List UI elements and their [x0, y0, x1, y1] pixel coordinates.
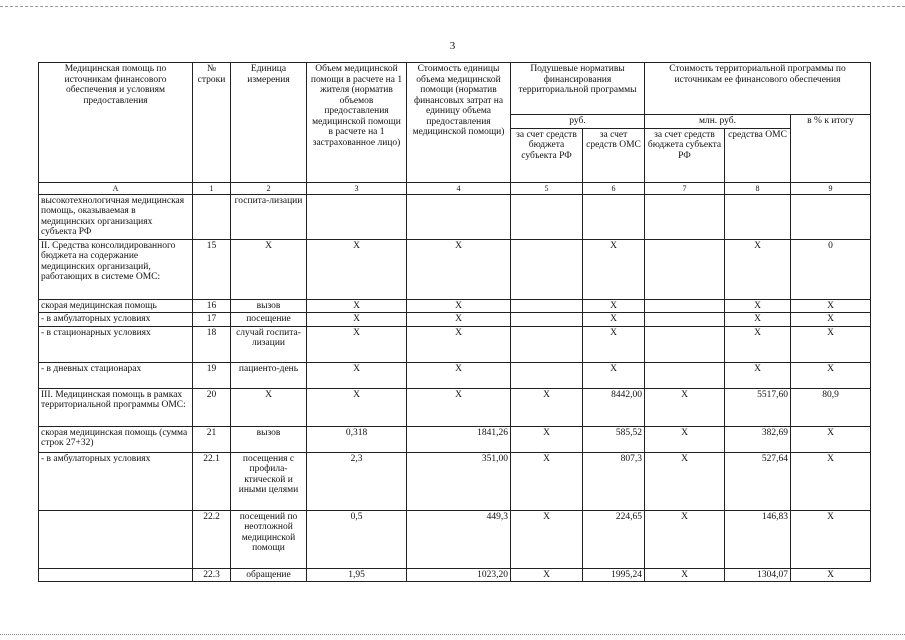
header-program-cost: Стоимость территориальной программы по источникам ее финансового обеспечения: [645, 63, 871, 115]
row-label: скорая медицинская помощь: [39, 299, 193, 313]
table-row: [39, 299, 871, 313]
cell-budget-mln: Х: [645, 510, 725, 568]
cell-pct-total: Х: [791, 299, 871, 313]
row-label: - в амбулаторных условиях: [39, 313, 193, 327]
cell-oms-rub: 585,52: [583, 426, 645, 452]
row-label: - в стационарных условиях: [39, 326, 193, 362]
row-number: 20: [193, 388, 231, 426]
cell-oms-rub: Х: [583, 313, 645, 327]
cell-unit-cost: Х: [407, 313, 511, 327]
column-numbers-row: [39, 182, 871, 194]
scan-edge-bottom: [0, 634, 905, 635]
cell-oms-rub: Х: [583, 299, 645, 313]
header-medical-care: Медицинская помощь по источникам финансового обеспечения и условиям предоставления: [39, 63, 193, 183]
cell-budget-mln: [645, 362, 725, 388]
col-number: 7: [645, 182, 725, 194]
cell-pct-total: 0: [791, 239, 871, 299]
cell-budget-mln: Х: [645, 452, 725, 510]
cell-unit-cost: Х: [407, 362, 511, 388]
cell-volume: Х: [307, 299, 407, 313]
cell-budget-mln: Х: [645, 388, 725, 426]
cell-oms-rub: 8442,00: [583, 388, 645, 426]
table-row: [39, 568, 871, 582]
cell-oms-mln: 382,69: [725, 426, 791, 452]
cell-oms-mln: Х: [725, 313, 791, 327]
table-row: [39, 388, 871, 426]
cell-unit-cost: 351,00: [407, 452, 511, 510]
row-unit: вызов: [231, 426, 307, 452]
table-row: [39, 194, 871, 239]
cell-pct-total: Х: [791, 313, 871, 327]
cell-budget-rub: [511, 299, 583, 313]
row-number: 19: [193, 362, 231, 388]
cell-budget-mln: [645, 299, 725, 313]
cell-unit-cost: 1023,20: [407, 568, 511, 582]
row-number: 17: [193, 313, 231, 327]
cell-budget-rub: [511, 313, 583, 327]
table-row: [39, 326, 871, 362]
cell-oms-mln: Х: [725, 239, 791, 299]
row-label: высокотехнологичная медицинская помощь, оказываемая в медицинских организациях субъекта РФ: [39, 194, 193, 239]
cell-budget-rub: [511, 194, 583, 239]
header-budget-rub: за счет средств бюджета субъекта РФ: [511, 128, 583, 182]
cell-pct-total: Х: [791, 326, 871, 362]
cell-oms-rub: Х: [583, 362, 645, 388]
cell-oms-mln: 527,64: [725, 452, 791, 510]
cell-volume: Х: [307, 239, 407, 299]
col-number: 4: [407, 182, 511, 194]
row-number: 21: [193, 426, 231, 452]
cell-oms-rub: 224,65: [583, 510, 645, 568]
cell-oms-mln: 146,83: [725, 510, 791, 568]
row-unit: Х: [231, 388, 307, 426]
col-number: 2: [231, 182, 307, 194]
table-row: [39, 510, 871, 568]
row-unit: госпита-лизации: [231, 194, 307, 239]
financing-table: [38, 62, 871, 582]
table-row: [39, 239, 871, 299]
header-oms-mln: средства ОМС: [725, 128, 791, 182]
cell-oms-rub: Х: [583, 239, 645, 299]
scan-edge-top: [0, 6, 905, 7]
col-number: А: [39, 182, 193, 194]
cell-volume: [307, 194, 407, 239]
row-unit: посещение: [231, 313, 307, 327]
cell-oms-rub: 1995,24: [583, 568, 645, 582]
cell-oms-rub: 807,3: [583, 452, 645, 510]
cell-budget-rub: Х: [511, 388, 583, 426]
col-number: 6: [583, 182, 645, 194]
cell-budget-rub: Х: [511, 426, 583, 452]
cell-budget-mln: [645, 239, 725, 299]
cell-pct-total: Х: [791, 426, 871, 452]
cell-budget-mln: Х: [645, 426, 725, 452]
cell-unit-cost: [407, 194, 511, 239]
cell-budget-rub: [511, 239, 583, 299]
cell-unit-cost: Х: [407, 239, 511, 299]
cell-volume: 1,95: [307, 568, 407, 582]
cell-volume: Х: [307, 313, 407, 327]
table-row: [39, 426, 871, 452]
cell-oms-rub: Х: [583, 326, 645, 362]
table-row: [39, 362, 871, 388]
header-unit: Единица измерения: [231, 63, 307, 183]
row-label: [39, 510, 193, 568]
header-budget-mln: за счет средств бюджета субъекта РФ: [645, 128, 725, 182]
cell-pct-total: Х: [791, 452, 871, 510]
cell-oms-mln: 1304,07: [725, 568, 791, 582]
cell-unit-cost: 449,3: [407, 510, 511, 568]
row-number: 22.1: [193, 452, 231, 510]
cell-pct-total: [791, 194, 871, 239]
cell-budget-mln: [645, 194, 725, 239]
table-row: [39, 452, 871, 510]
col-number: 1: [193, 182, 231, 194]
cell-volume: 0,5: [307, 510, 407, 568]
row-label: II. Средства консолидированного бюджета на содержание медицинских организаций, работающих в системе ОМС:: [39, 239, 193, 299]
cell-budget-rub: [511, 326, 583, 362]
cell-budget-mln: Х: [645, 568, 725, 582]
col-number: 3: [307, 182, 407, 194]
row-unit: случай госпита-лизации: [231, 326, 307, 362]
cell-oms-mln: 5517,60: [725, 388, 791, 426]
cell-pct-total: Х: [791, 510, 871, 568]
row-unit: посещений по неотложной медицинской помощи: [231, 510, 307, 568]
header-oms-rub: за счет средств ОМС: [583, 128, 645, 182]
row-unit: вызов: [231, 299, 307, 313]
cell-oms-mln: Х: [725, 299, 791, 313]
row-unit: обращение: [231, 568, 307, 582]
header-pct-total: в % к итогу: [791, 115, 871, 183]
cell-budget-rub: [511, 362, 583, 388]
col-number: 8: [725, 182, 791, 194]
row-label: - в амбулаторных условиях: [39, 452, 193, 510]
cell-budget-rub: Х: [511, 452, 583, 510]
row-number: 16: [193, 299, 231, 313]
cell-budget-rub: Х: [511, 510, 583, 568]
cell-oms-mln: [725, 194, 791, 239]
row-label: [39, 568, 193, 582]
cell-pct-total: 80,9: [791, 388, 871, 426]
row-unit: посещения с профила-ктической и иными целями: [231, 452, 307, 510]
cell-pct-total: Х: [791, 362, 871, 388]
cell-volume: Х: [307, 326, 407, 362]
table-row: [39, 313, 871, 327]
row-number: [193, 194, 231, 239]
cell-oms-rub: [583, 194, 645, 239]
cell-volume: 2,3: [307, 452, 407, 510]
row-number: 15: [193, 239, 231, 299]
row-label: III. Медицинская помощь в рамках территориальной программы ОМС:: [39, 388, 193, 426]
cell-unit-cost: Х: [407, 299, 511, 313]
row-unit: Х: [231, 239, 307, 299]
row-number: 22.3: [193, 568, 231, 582]
cell-oms-mln: Х: [725, 362, 791, 388]
cell-volume: Х: [307, 362, 407, 388]
cell-unit-cost: Х: [407, 326, 511, 362]
row-number: 18: [193, 326, 231, 362]
header-unit-mln: млн. руб.: [645, 115, 791, 129]
col-number: 9: [791, 182, 871, 194]
cell-budget-mln: [645, 326, 725, 362]
col-number: 5: [511, 182, 583, 194]
cell-pct-total: Х: [791, 568, 871, 582]
header-volume: Объем медицинской помощи в расчете на 1 жителя (норматив объемов предоставления медицинской помощи в расчете на 1 застрахованное лицо): [307, 63, 407, 183]
header-row-number: № строки: [193, 63, 231, 183]
cell-unit-cost: 1841,26: [407, 426, 511, 452]
cell-volume: 0,318: [307, 426, 407, 452]
header-unit-cost: Стоимость единицы объема медицинской помощи (норматив финансовых затрат на единицу объема предоставления медицинской помощи): [407, 63, 511, 183]
header-unit-rub: руб.: [511, 115, 645, 129]
cell-unit-cost: Х: [407, 388, 511, 426]
row-label: - в дневных стационарах: [39, 362, 193, 388]
cell-oms-mln: Х: [725, 326, 791, 362]
header-per-capita: Подушевые нормативы финансирования территориальной программы: [511, 63, 645, 115]
cell-budget-mln: [645, 313, 725, 327]
row-number: 22.2: [193, 510, 231, 568]
row-label: скорая медицинская помощь (сумма строк 27+32): [39, 426, 193, 452]
cell-volume: Х: [307, 388, 407, 426]
page-number: 3: [449, 40, 456, 52]
row-unit: пациенто-день: [231, 362, 307, 388]
cell-budget-rub: Х: [511, 568, 583, 582]
